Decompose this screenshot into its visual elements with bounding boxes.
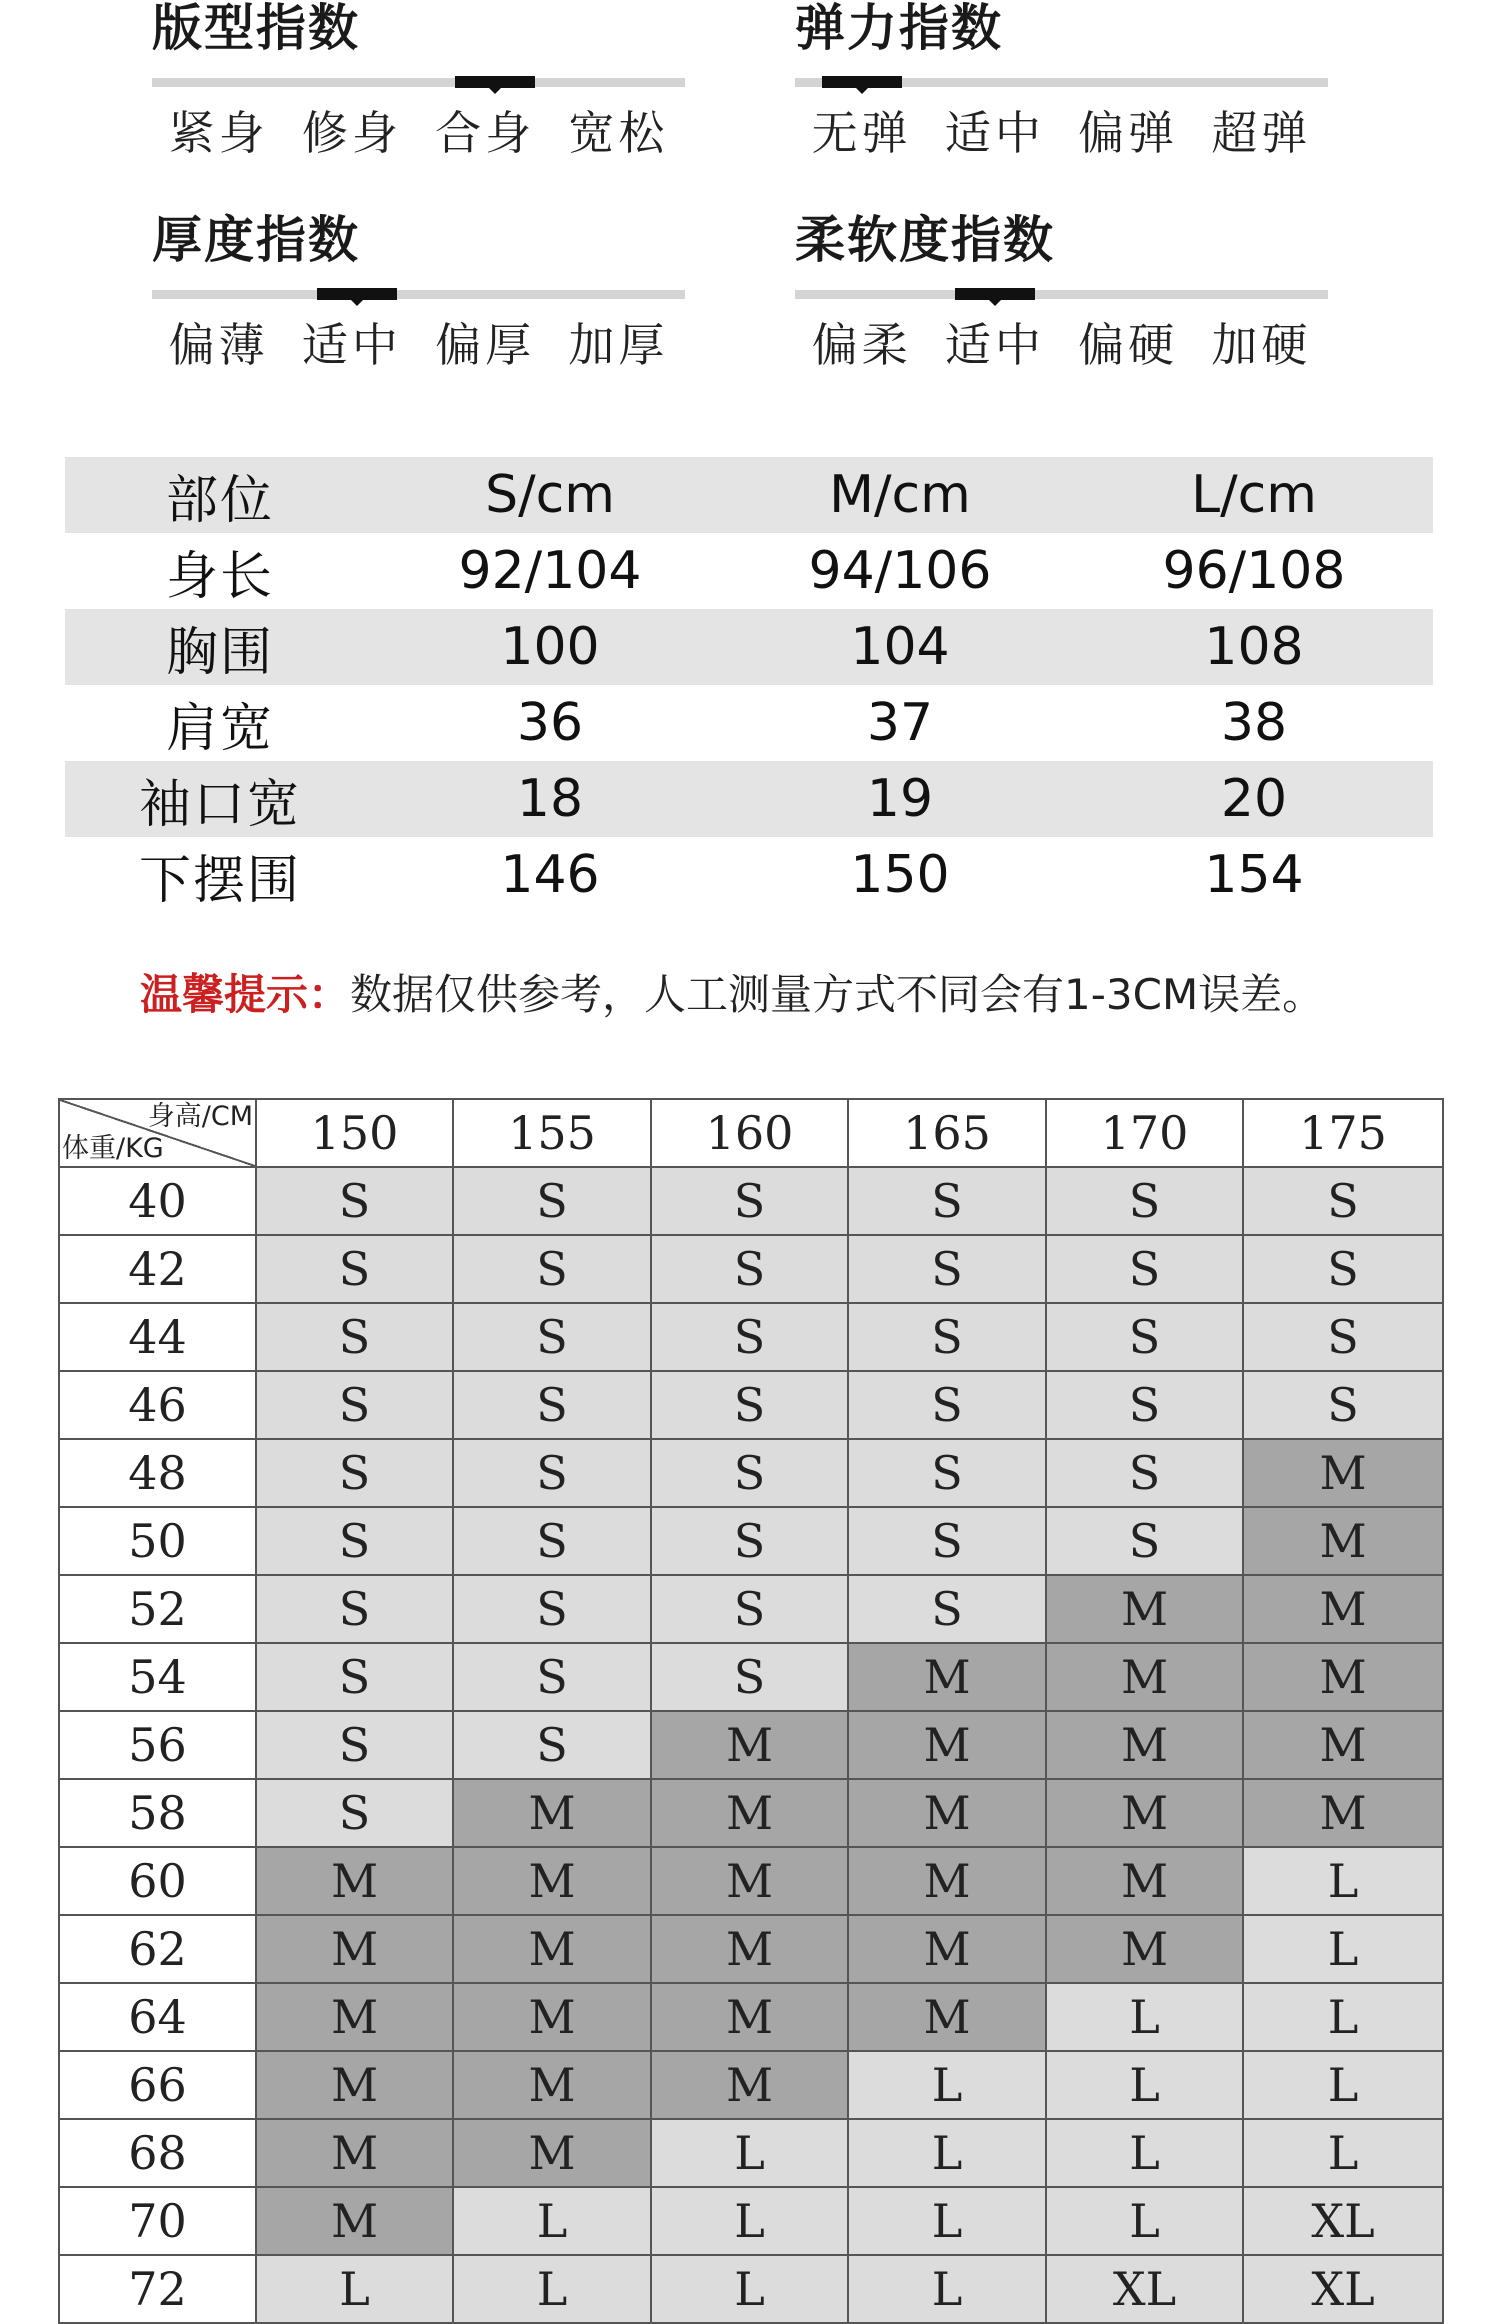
- fit-index-track: [152, 78, 685, 87]
- size-chart-row: [59, 1915, 1443, 1983]
- size-cell: M: [453, 2051, 651, 2119]
- size-cell: M: [1243, 1711, 1443, 1779]
- size-cell: S: [453, 1303, 651, 1371]
- size-chart-row: [59, 1371, 1443, 1439]
- size-cell: XL: [1243, 2255, 1443, 2323]
- size-cell: S: [1243, 1303, 1443, 1371]
- elasticity-option-none: 无弹: [811, 106, 912, 160]
- size-cell: M: [848, 1711, 1046, 1779]
- height-header: 160: [651, 1099, 848, 1167]
- size-cell: S: [453, 1575, 651, 1643]
- size-cell: L: [1243, 1847, 1443, 1915]
- size-cell: M: [453, 1915, 651, 1983]
- height-header: 170: [1046, 1099, 1243, 1167]
- size-cell: S: [651, 1439, 848, 1507]
- fit-option-slim: 修身: [301, 106, 402, 160]
- weight-cell: 42: [59, 1235, 256, 1303]
- height-header: 155: [453, 1099, 651, 1167]
- size-cell: M: [1243, 1575, 1443, 1643]
- size-cell: L: [651, 2187, 848, 2255]
- size-cell: M: [453, 2119, 651, 2187]
- size-cell: S: [256, 1371, 453, 1439]
- size-cell: S: [651, 1575, 848, 1643]
- measurement-cell: 38: [1220, 693, 1288, 753]
- measurement-note: [140, 965, 1324, 1025]
- size-cell: S: [453, 1507, 651, 1575]
- size-cell: S: [1046, 1371, 1243, 1439]
- size-cell: S: [848, 1371, 1046, 1439]
- size-cell: S: [1243, 1371, 1443, 1439]
- size-cell: L: [1243, 1983, 1443, 2051]
- size-cell: M: [848, 1847, 1046, 1915]
- size-chart-header-row: [59, 1099, 1443, 1167]
- size-cell: S: [256, 1643, 453, 1711]
- size-chart-row: [59, 1983, 1443, 2051]
- weight-cell: 68: [59, 2119, 256, 2187]
- fit-option-regular: 合身: [435, 106, 536, 160]
- measurement-header-part: 部位: [165, 470, 274, 531]
- size-cell: M: [651, 1847, 848, 1915]
- size-cell: XL: [1243, 2187, 1443, 2255]
- weight-cell: 54: [59, 1643, 256, 1711]
- size-cell: L: [651, 2119, 848, 2187]
- size-cell: M: [1046, 1847, 1243, 1915]
- measurement-cell: 154: [1204, 845, 1304, 905]
- measurement-row-cuff: [65, 761, 1433, 837]
- size-cell: S: [651, 1303, 848, 1371]
- size-cell: M: [1046, 1915, 1243, 1983]
- thickness-index-marker: [317, 288, 397, 300]
- weight-cell: 60: [59, 1847, 256, 1915]
- size-cell: S: [453, 1235, 651, 1303]
- softness-option-extra-hard: 加硬: [1211, 318, 1312, 372]
- size-cell: S: [1046, 1303, 1243, 1371]
- thickness-option-extra-thick: 加厚: [568, 318, 669, 372]
- size-cell: S: [651, 1507, 848, 1575]
- size-cell: S: [848, 1575, 1046, 1643]
- size-cell: M: [1046, 1575, 1243, 1643]
- size-cell: S: [651, 1167, 848, 1235]
- weight-axis-label: 体重/KG: [62, 1133, 164, 1164]
- measurement-cell: 96/108: [1162, 541, 1346, 601]
- measurement-table: [65, 457, 1433, 913]
- weight-cell: 70: [59, 2187, 256, 2255]
- thickness-option-thin: 偏薄: [168, 318, 269, 372]
- measurement-cell: 19: [866, 769, 934, 829]
- elasticity-index-options: [795, 98, 1328, 168]
- size-cell: M: [848, 1643, 1046, 1711]
- size-cell: L: [1046, 2187, 1243, 2255]
- fit-index-options: [152, 98, 685, 168]
- weight-cell: 58: [59, 1779, 256, 1847]
- thickness-index-track: [152, 290, 685, 299]
- measurement-cell: 胸围: [165, 622, 274, 683]
- softness-option-medium: 适中: [944, 318, 1045, 372]
- softness-index-track: [795, 290, 1328, 299]
- size-cell: S: [651, 1371, 848, 1439]
- size-cell: S: [256, 1507, 453, 1575]
- weight-cell: 50: [59, 1507, 256, 1575]
- size-chart-row: [59, 1711, 1443, 1779]
- size-cell: S: [1046, 1235, 1243, 1303]
- measurement-cell: 150: [850, 845, 950, 905]
- measurement-header-row: [65, 457, 1433, 533]
- measurement-cell: 37: [866, 693, 934, 753]
- size-cell: S: [256, 1167, 453, 1235]
- size-cell: M: [1243, 1507, 1443, 1575]
- weight-cell: 64: [59, 1983, 256, 2051]
- elasticity-option-super: 超弹: [1211, 106, 1312, 160]
- size-cell: S: [1046, 1507, 1243, 1575]
- size-cell: S: [651, 1643, 848, 1711]
- note-text: 数据仅供参考，人工测量方式不同会有1-3CM误差。: [350, 970, 1325, 1019]
- fit-index-marker: [455, 76, 535, 88]
- size-cell: S: [1243, 1235, 1443, 1303]
- measurement-cell: 92/104: [458, 541, 642, 601]
- size-cell: M: [256, 2119, 453, 2187]
- size-cell: S: [453, 1643, 651, 1711]
- size-cell: M: [651, 1915, 848, 1983]
- softness-option-soft: 偏柔: [811, 318, 912, 372]
- size-cell: S: [848, 1303, 1046, 1371]
- size-cell: S: [848, 1439, 1046, 1507]
- size-cell: S: [453, 1167, 651, 1235]
- size-cell: S: [256, 1235, 453, 1303]
- size-chart-row: [59, 1507, 1443, 1575]
- size-chart-row: [59, 1575, 1443, 1643]
- size-cell: M: [256, 2187, 453, 2255]
- measurement-row-shoulder: [65, 685, 1433, 761]
- size-cell: M: [256, 1915, 453, 1983]
- elasticity-index-marker: [822, 76, 902, 88]
- size-chart-row: [59, 1643, 1443, 1711]
- size-cell: S: [256, 1439, 453, 1507]
- fit-option-tight: 紧身: [168, 106, 269, 160]
- size-cell: M: [651, 1983, 848, 2051]
- measurement-header-l: L/cm: [1191, 465, 1317, 525]
- size-cell: M: [1243, 1779, 1443, 1847]
- size-cell: M: [848, 1983, 1046, 2051]
- size-cell: M: [256, 1847, 453, 1915]
- measurement-cell: 下摆围: [138, 850, 301, 911]
- softness-index-title: 柔软度指数: [795, 211, 1055, 269]
- size-cell: L: [848, 2187, 1046, 2255]
- softness-option-hard: 偏硬: [1078, 318, 1179, 372]
- measurement-cell: 108: [1204, 617, 1304, 677]
- fit-index-title: 版型指数: [152, 0, 360, 57]
- size-chart-row: [59, 1847, 1443, 1915]
- size-cell: L: [256, 2255, 453, 2323]
- fit-option-loose: 宽松: [568, 106, 669, 160]
- measurement-cell: 36: [516, 693, 584, 753]
- note-label: 温馨提示：: [140, 970, 351, 1019]
- size-cell: S: [848, 1167, 1046, 1235]
- weight-cell: 46: [59, 1371, 256, 1439]
- size-cell: L: [453, 2187, 651, 2255]
- size-cell: S: [256, 1779, 453, 1847]
- weight-cell: 62: [59, 1915, 256, 1983]
- size-chart-row: [59, 2255, 1443, 2323]
- measurement-row-length: [65, 533, 1433, 609]
- size-chart-row: [59, 2051, 1443, 2119]
- size-cell: L: [848, 2119, 1046, 2187]
- size-cell: S: [453, 1371, 651, 1439]
- size-cell: M: [453, 1779, 651, 1847]
- weight-cell: 66: [59, 2051, 256, 2119]
- size-cell: M: [1243, 1439, 1443, 1507]
- size-cell: L: [1046, 2051, 1243, 2119]
- measurement-cell: 94/106: [808, 541, 992, 601]
- size-cell: L: [1243, 2119, 1443, 2187]
- size-cell: M: [651, 2051, 848, 2119]
- measurement-header-s: S/cm: [485, 465, 615, 525]
- size-chart-row: [59, 2119, 1443, 2187]
- size-cell: S: [651, 1235, 848, 1303]
- size-cell: M: [848, 1915, 1046, 1983]
- size-chart: [58, 1098, 1444, 2324]
- size-chart-row: [59, 1303, 1443, 1371]
- size-cell: S: [256, 1711, 453, 1779]
- weight-cell: 56: [59, 1711, 256, 1779]
- size-cell: S: [453, 1439, 651, 1507]
- height-header: 150: [256, 1099, 453, 1167]
- size-chart-row: [59, 1235, 1443, 1303]
- height-header: 175: [1243, 1099, 1443, 1167]
- softness-index-options: [795, 310, 1328, 380]
- weight-cell: 44: [59, 1303, 256, 1371]
- size-chart-row: [59, 1167, 1443, 1235]
- thickness-index-options: [152, 310, 685, 380]
- weight-cell: 40: [59, 1167, 256, 1235]
- measurement-cell: 肩宽: [165, 698, 274, 759]
- measurement-header-m: M/cm: [829, 465, 971, 525]
- measurement-cell: 18: [516, 769, 584, 829]
- size-chart-row: [59, 1439, 1443, 1507]
- size-chart-row: [59, 1779, 1443, 1847]
- size-cell: M: [256, 1983, 453, 2051]
- elasticity-index-title: 弹力指数: [795, 0, 1003, 57]
- size-cell: L: [848, 2051, 1046, 2119]
- weight-cell: 48: [59, 1439, 256, 1507]
- size-cell: S: [848, 1235, 1046, 1303]
- measurement-row-chest: [65, 609, 1433, 685]
- size-cell: M: [256, 2051, 453, 2119]
- size-cell: S: [256, 1303, 453, 1371]
- measurement-cell: 146: [500, 845, 600, 905]
- size-cell: M: [651, 1779, 848, 1847]
- softness-index-marker: [955, 288, 1035, 300]
- size-cell: M: [453, 1983, 651, 2051]
- size-cell: M: [1046, 1711, 1243, 1779]
- size-cell: L: [1046, 1983, 1243, 2051]
- size-cell: S: [1046, 1439, 1243, 1507]
- size-cell: XL: [1046, 2255, 1243, 2323]
- height-header: 165: [848, 1099, 1046, 1167]
- size-cell: L: [1046, 2119, 1243, 2187]
- size-cell: M: [848, 1779, 1046, 1847]
- thickness-option-medium: 适中: [301, 318, 402, 372]
- size-cell: S: [1046, 1167, 1243, 1235]
- size-cell: L: [1243, 2051, 1443, 2119]
- weight-cell: 72: [59, 2255, 256, 2323]
- measurement-cell: 104: [850, 617, 950, 677]
- size-cell: L: [651, 2255, 848, 2323]
- size-chart-row: [59, 2187, 1443, 2255]
- measurement-cell: 袖口宽: [138, 774, 301, 835]
- height-axis-label: 身高/CM: [147, 1101, 253, 1132]
- size-cell: S: [1243, 1167, 1443, 1235]
- measurement-cell: 20: [1220, 769, 1288, 829]
- size-cell: M: [1046, 1643, 1243, 1711]
- size-cell: S: [256, 1575, 453, 1643]
- size-cell: S: [453, 1711, 651, 1779]
- elasticity-index-track: [795, 78, 1328, 87]
- size-cell: M: [651, 1711, 848, 1779]
- elasticity-option-medium: 适中: [944, 106, 1045, 160]
- measurement-cell: 身长: [165, 546, 274, 607]
- size-chart-corner: [59, 1099, 256, 1167]
- measurement-cell: 100: [500, 617, 600, 677]
- size-cell: M: [1046, 1779, 1243, 1847]
- elasticity-option-stretchy: 偏弹: [1078, 106, 1179, 160]
- measurement-row-hem: [65, 837, 1433, 913]
- size-chart-body: [59, 1099, 1443, 2323]
- size-cell: L: [453, 2255, 651, 2323]
- size-cell: L: [848, 2255, 1046, 2323]
- weight-cell: 52: [59, 1575, 256, 1643]
- size-cell: S: [848, 1507, 1046, 1575]
- size-cell: L: [1243, 1915, 1443, 1983]
- thickness-option-thick: 偏厚: [435, 318, 536, 372]
- size-cell: M: [1243, 1643, 1443, 1711]
- thickness-index-title: 厚度指数: [152, 211, 360, 269]
- size-cell: M: [453, 1847, 651, 1915]
